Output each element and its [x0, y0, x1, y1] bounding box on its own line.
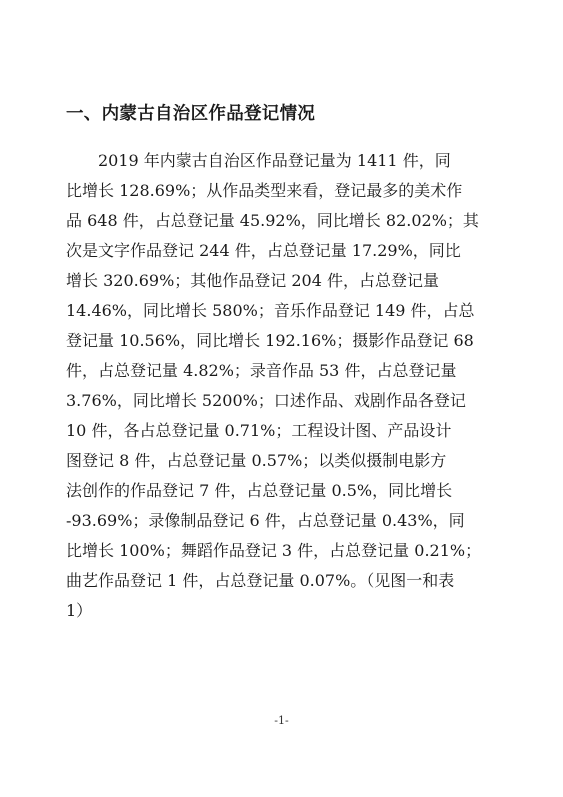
- paragraph-line: 登记量 10.56%，同比增长 192.16%；摄影作品登记 68: [66, 331, 474, 350]
- paragraph-line: 1）: [66, 601, 93, 620]
- section-heading: 一、内蒙古自治区作品登记情况: [66, 104, 316, 124]
- paragraph-line: 2019 年内蒙古自治区作品登记量为 1411 件，同: [98, 151, 451, 170]
- paragraph-line: 比增长 100%；舞蹈作品登记 3 件，占总登记量 0.21%；: [66, 541, 482, 560]
- paragraph-line: 比增长 128.69%；从作品类型来看，登记最多的美术作: [66, 181, 463, 200]
- paragraph-line: 法创作的作品登记 7 件，占总登记量 0.5%，同比增长: [66, 481, 453, 500]
- paragraph-line: 品 648 件，占总登记量 45.92%，同比增长 82.02%；其: [66, 211, 479, 230]
- paragraph-line: 14.46%，同比增长 580%；音乐作品登记 149 件，占总: [66, 301, 475, 320]
- paragraph-line: 3.76%，同比增长 5200%；口述作品、戏剧作品各登记: [66, 391, 466, 410]
- paragraph-line: 次是文字作品登记 244 件，占总登记量 17.29%，同比: [66, 241, 461, 260]
- page-number: -1-: [274, 714, 289, 727]
- paragraph-line: 增长 320.69%；其他作品登记 204 件，占总登记量: [66, 271, 439, 290]
- paragraph-line: 10 件，各占总登记量 0.71%；工程设计图、产品设计: [66, 421, 452, 440]
- paragraph-line: 件，占总登记量 4.82%；录音作品 53 件，占总登记量: [66, 361, 457, 380]
- paragraph-line: 图登记 8 件，占总登记量 0.57%；以类似摄制电影方: [66, 451, 447, 470]
- paragraph-line: 曲艺作品登记 1 件，占总登记量 0.07%。（见图一和表: [66, 571, 455, 590]
- paragraph-line: -93.69%；录像制品登记 6 件，占总登记量 0.43%，同: [66, 511, 465, 530]
